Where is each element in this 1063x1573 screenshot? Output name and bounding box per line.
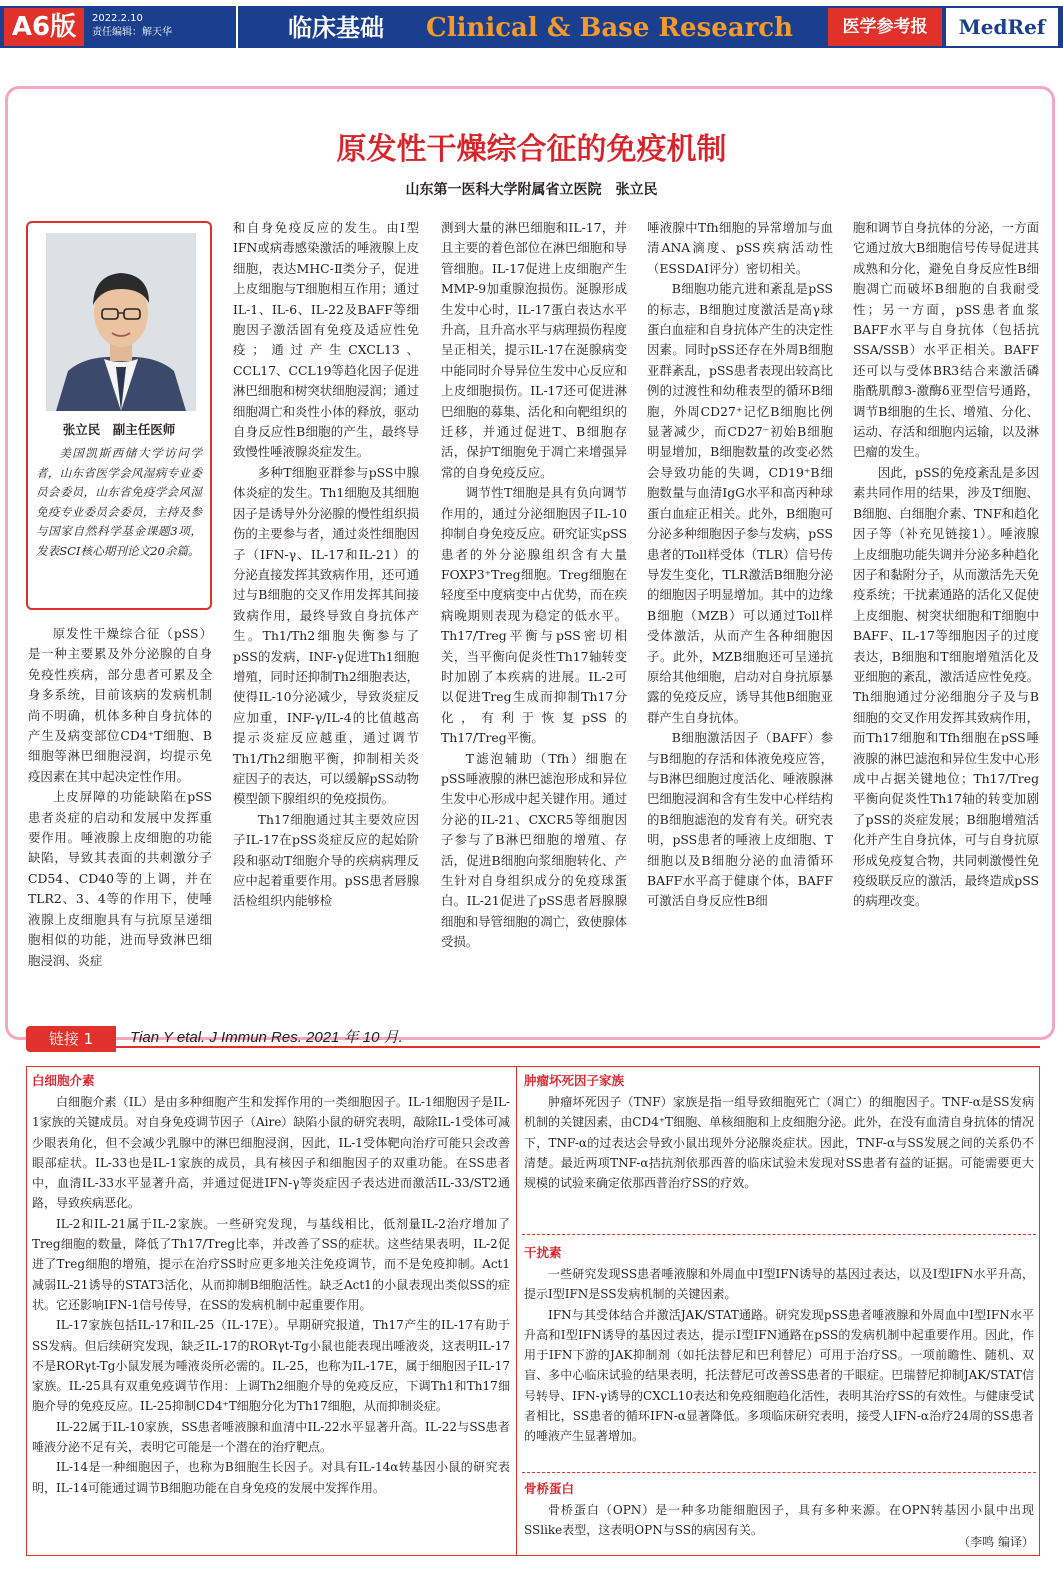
paragraph: 原发性干燥综合征（pSS）是一种主要累及外分泌腺的自身免疫性疾病，部分患者可累及全身多系统，目前该病的发病机制尚不明确，机体多种自身抗体的产生及病变部位CD4⁺T细胞、B细胞等淋巴细胞浸润，均提示免疫因素在其中起决定性作用。 <box>28 626 212 784</box>
author-name: 张立民 副主任医师 <box>62 422 176 437</box>
sidebar-ifn-text <box>524 1264 1034 1464</box>
translator-credit: （李鸣 编译） <box>958 1535 1034 1549</box>
link-citation: Tian Y etal. J Immun Res. 2021 年 10 月. <box>130 1029 403 1046</box>
paragraph: 骨桥蛋白（OPN）是一种多功能细胞因子，具有多种来源。在OPN转基因小鼠中出现SSlike表型，这表明OPN与SS的病因有关。 <box>524 1503 1034 1538</box>
author-bio-text: 美国凯斯西储大学访问学者，山东省医学会风湿病专业委员会委员，山东省免疫学会风湿免疫专业委员会委员，主持及参与国家自然科学基金课题3项，发表SCI核心期刊论文20余篇。 <box>36 446 202 558</box>
article-column-5 <box>853 218 1039 1022</box>
section-heading-opn: 骨桥蛋白 <box>524 1481 575 1496</box>
sidebar-divider <box>516 1066 517 1556</box>
paragraph: 上皮屏障的功能缺陷在pSS患者炎症的启动和发展中发挥重要作用。唾液腺上皮细胞的功能缺陷，导致其表面的共刺激分子CD54、CD40等的上调，并在TLR2、3、4等的作用下，使唾液腺上皮细胞具有与抗原呈递细胞相似的功能，进而导致淋巴细胞浸润、炎症 <box>28 789 212 968</box>
article-column-3 <box>441 218 627 1022</box>
article-column-2 <box>233 218 419 1022</box>
section-heading-ifn: 干扰素 <box>524 1245 562 1260</box>
author-photo <box>46 233 196 411</box>
paragraph: 一些研究发现SS患者唾液腺和外周血中Ⅰ型IFN诱导的基因过表达，以及Ⅰ型IFN水平升高，提示Ⅰ型IFN是SS发病机制的关键因素。 <box>524 1267 1034 1302</box>
paragraph: 调节性T细胞是具有负向调节作用的，通过分泌细胞因子IL-10抑制自身免疫反应。研究证实pSS患者的外分泌腺组织含有大量FOXP3⁺Treg细胞。Treg细胞在轻度至中度病变中占优势，而在疾病晚期则表现为稳定的低水平。Th17/Treg平衡与pSS密切相关，当平衡向促炎性Th17轴转变时加剧了本疾病的进展。IL-2可以促进Treg生成而抑制Th17分化，有利于恢复pSS的Th17/Treg平衡。 <box>441 485 627 746</box>
section-separator <box>522 1234 1036 1235</box>
article-column-4 <box>647 218 833 1022</box>
article-title: 原发性干燥综合征的免疫机制 <box>336 132 727 167</box>
brand-name: 医学参考报 <box>828 8 942 46</box>
paragraph: 胞和调节自身抗体的分泌，一方面它通过放大B细胞信号传导促进其成熟和分化，避免自身反应性B细胞凋亡而破坏B细胞的自我耐受性；另一方面，pSS患者血浆BAFF水平与自身抗体（包括抗SSA/SSB）水平正相关。BAFF还可以与受体BR3结合来激活磷脂酰肌醇3-激酶δ亚型信号通路，调节B细胞的生长、增殖、分化、运动、存活和细胞内运输，以及淋巴瘤的发生。 <box>853 220 1039 460</box>
sidebar-tnf-text <box>524 1092 1034 1232</box>
header-divider <box>236 6 238 48</box>
editor-credit: 责任编辑：解天华 <box>92 27 172 38</box>
paragraph: B细胞激活因子（BAFF）参与B细胞的存活和体液免疫应答，与B淋巴细胞过度活化、唾液腺淋巴细胞浸润和含有生发中心样结构的B细胞滤泡的发育有关。研究表明，pSS患者的唾液上皮细胞、T细胞以及B细胞分泌的血清循环BAFF水平高于健康个体，BAFF可激活自身反应性B细 <box>647 730 833 909</box>
paragraph: T滤泡辅助（Tfh）细胞在pSS唾液腺的淋巴滤泡形成和异位生发中心形成中起关键作用。通过分泌的IL-21、CXCR5等细胞因子参与了B淋巴细胞的增殖、存活，促进B细胞向浆细胞转化、产生针对自身组织成分的免疫球蛋白。IL-21促进了pSS患者唇腺腺细胞和导管细胞的凋亡，致使腺体受损。 <box>441 750 627 950</box>
paragraph: IL-14是一种细胞因子，也称为B细胞生长因子。对具有IL-14α转基因小鼠的研究表明，IL-14可能通过调节B细胞功能在自身免疫的发展中发挥作用。 <box>32 1460 510 1495</box>
paragraph: 白细胞介素（IL）是由多种细胞产生和发挥作用的一类细胞因子。IL-1细胞因子是IL-1家族的关键成员。对自身免疫调节因子（Aire）缺陷小鼠的研究表明，敲除IL-1受体可减少眼表角化，但不会减少乳腺中的淋巴细胞浸润，因此，IL-1受体靶向治疗可能只会改善眼部症状。IL-33也是IL-1家族的成员，具有核因子和细胞因子的双重功能。在SS患者中，血清IL-33水平显著升高，并通过促进IFN-γ等炎症因子表达进而激活IL-33/ST2通路，导致疾病恶化。 <box>32 1095 510 1211</box>
paragraph: IL-2和IL-21属于IL-2家族。一些研究发现，与基线相比，低剂量IL-2治疗增加了Treg细胞的数量，降低了Th17/Treg比率，并改善了SS的症状。这些结果表明，IL-2促进了Treg细胞的增殖，提示在治疗SS时应更多地关注免疫调节，而不是免疫抑制。Act1减弱IL-21诱导的STAT3活化，从而抑制B细胞活性。缺乏Act1的小鼠表现出类似SS的症状。它还影响IFN-1信号传导，在SS的发病机制中起重要作用。 <box>32 1216 510 1312</box>
link-label: 链接 1 <box>26 1026 116 1052</box>
brand-logo-en: MedRef <box>946 8 1058 46</box>
paragraph: IL-22属于IL-10家族，SS患者唾液腺和血清中IL-22水平显著升高。IL-22与SS患者唾液分泌不足有关，表明它可能是一个潜在的治疗靶点。 <box>32 1419 510 1455</box>
paragraph: IFN与其受体结合并激活JAK/STAT通路。研究发现pSS患者唾液腺和外周血中Ⅰ型IFN水平升高和Ⅰ型IFN诱导的基因过表达，提示Ⅰ型IFN通路在pSS的发病机制中起重要作用。因此，作用于IFN下游的JAK抑制剂（如托法替尼和巴利替尼）可用于治疗SS。一项前瞻性、随机、双盲、多中心临床试验的结果表明，托法替尼可改善SS患者的干眼症。巴瑞替尼抑制JAK/STAT信号转导、IFN-γ诱导的CXCL10表达和免疫细胞趋化活性，表明其治疗SS的有效性。与健康受试者相比，SS患者的循环IFN-α显著降低。多项临床研究表明，接受人IFN-α治疗24周的SS患者的唾液产生显著增加。 <box>524 1307 1034 1444</box>
article-byline: 山东第一医科大学附属省立医院 张立民 <box>405 182 658 198</box>
sidebar-column-left <box>32 1092 510 1552</box>
paragraph: 因此，pSS的免疫紊乱是多因素共同作用的结果，涉及T细胞、B细胞、白细胞介素、TNF和趋化因子等（补充见链接1）。唾液腺上皮细胞功能失调并分泌多种趋化因子和黏附分子，从而激活先天免疫系统；干扰素通路的活化又促使上皮细胞、树突状细胞和T细胞中BAFF、IL-17等细胞因子的过度表达，B细胞和T细胞增殖活化及亚细胞的紊乱，激活适应性免疫。Th细胞通过分泌细胞分子及与B细胞的交叉作用发挥其致病作用，而Th17细胞和Tfh细胞在pSS唾液腺的淋巴滤泡和异位生发中心形成中占据关键地位；Th17/Treg平衡向促炎性Th17轴的转变加剧了pSS的炎症发展；B细胞增殖活化并产生自身抗体，可与自身抗原形成免疫复合物，共同刺激慢性免疫级联反应的激活，最终造成pSS的病理改变。 <box>853 464 1039 909</box>
edition-badge: A6版 <box>4 8 84 46</box>
paragraph: 和自身免疫反应的发生。由Ⅰ型IFN或病毒感染激活的唾液腺上皮细胞，表达MHC-Ⅱ类分子，促进上皮细胞与T细胞相互作用；通过IL-1、IL-6、IL-22及BAFF等细胞因子激活固有免疫及适应性免疫；通过产生CXCL13、CCL17、CCL19等趋化因子促进淋巴细胞和树突状细胞浸润；通过细胞凋亡和炎性小体的释放，驱动自身反应性B细胞的产生，最终导致慢性唾液腺炎症发生。 <box>233 220 419 460</box>
page-header <box>0 0 1063 52</box>
section-separator <box>522 1472 1036 1473</box>
paragraph: 测到大量的淋巴细胞和IL-17，并且主要的着色部位在淋巴细胞和导管细胞。IL-17促进上皮细胞产生MMP-9加重腺泡损伤。涎腺形成生发中心时，IL-17蛋白表达水平升高，且升高水平与病理损伤程度呈正相关，提示IL-17在涎腺病变中能同时介导异位生发中心反应和上皮细胞损伤。IL-17还可促进淋巴细胞的募集、活化和向靶组织的迁移，并通过促进T、B细胞存活，保护T细胞免于凋亡来增强异常的自身免疫反应。 <box>441 220 627 480</box>
paragraph: 多种T细胞亚群参与pSS中腺体炎症的发生。Th1细胞及其细胞因子是诱导外分泌腺的慢性组织损伤的主要参与者，通过炎性细胞因子（IFN-γ、IL-17和IL-21）的分泌直接发挥其致病作用，还可通过与B细胞的交叉作用发挥其间接致病作用，最终导致自身抗体产生。Th1/Th2细胞失衡参与了pSS的发病，INF-γ促进Th1细胞增殖，同时还抑制Th2细胞表达，使得IL-10分泌减少，导致炎症反应加重，INF-γ/IL-4的比值越高提示炎症反应越重，通过调节Th1/Th2细胞平衡，抑制相关炎症因子的表达，可以缓解pSS动物模型颌下腺组织的免疫损伤。 <box>233 464 419 807</box>
section-heading-il: 白细胞介素 <box>32 1073 95 1088</box>
paragraph: 唾液腺中Tfh细胞的异常增加与血清ANA滴度、pSS疾病活动性（ESSDAI评分）密切相关。 <box>647 220 833 276</box>
author-portrait-image <box>46 233 196 411</box>
article-column-1 <box>28 624 212 1022</box>
section-heading-tnf: 肿瘤坏死因子家族 <box>524 1073 625 1088</box>
header-meta <box>92 12 172 40</box>
paragraph: B细胞功能亢进和紊乱是pSS的标志，B细胞过度激活是高γ球蛋白血症和自身抗体产生的决定性因素。同时pSS还存在外周B细胞亚群紊乱，pSS患者表现出较高比例的过渡性和幼稚表型的循环B细胞，外周CD27⁺记忆B细胞比例显著减少，而CD27⁻初始B细胞明显增加，B细胞数量的改变必然会导致功能的失调，CD19⁺B细胞数量与血清IgG水平和高丙种球蛋白血症正相关。此外，B细胞可分泌多种细胞因子参与发病，pSS患者的Toll样受体（TLR）信号传导发生变化，TLR激活B细胞分泌的细胞因子明显增加。其中的边缘B细胞（MZB）可以通过Toll样受体激活，从而产生各种细胞因子。此外，MZB细胞还可呈递抗原给其他细胞，启动对自身抗原暴露的免疫反应，诱导其他B细胞亚群产生自身抗体。 <box>647 281 833 725</box>
link-bar <box>26 1026 1040 1052</box>
section-title: 临床基础 <box>288 13 384 42</box>
paragraph: 肿瘤坏死因子（TNF）家族是指一组导致细胞死亡（凋亡）的细胞因子。TNF-α是SS发病机制的关键因素，由CD4⁺T细胞、单核细胞和上皮细胞分泌。此外，在没有血清自身抗体的情况下，TNF-α的过表达会导致小鼠出现外分泌腺炎症状。因此，TNF-α与SS发展之间的关系仍不清楚。最近两项TNF-α拮抗剂依那西普的临床试验未发现对SS患者有益的证据。可能需要更大规模的试验来确定依那西普治疗SS的疗效。 <box>524 1095 1034 1191</box>
paragraph: Th17细胞通过其主要效应因子IL-17在pSS炎症反应的起始阶段和驱动T细胞介导的疾病病理反应中起着重要作用。pSS患者唇腺活检组织内能够检 <box>233 811 419 909</box>
paragraph: IL-17家族包括IL-17和IL-25（IL-17E）。早期研究报道，Th17产生的IL-17有助于SS发病。但后续研究发现，缺乏IL-17的RORγt-Tg小鼠也能表现出唾液炎，这表明IL-17不是RORγt-Tg小鼠发展为唾液炎所必需的。IL-25，也称为IL-17E，属于细胞因子IL-17家族。IL-25具有双重免疫调节作用：上调Th2细胞介导的免疫反应，下调Th1和Th17细胞介导的免疫反应。IL-25抑制CD4⁺T细胞分化为Th17细胞，从而抑制炎症。 <box>32 1318 510 1414</box>
issue-date: 2022.2.10 <box>92 13 143 24</box>
section-title-en: Clinical & Base Research <box>426 13 794 43</box>
